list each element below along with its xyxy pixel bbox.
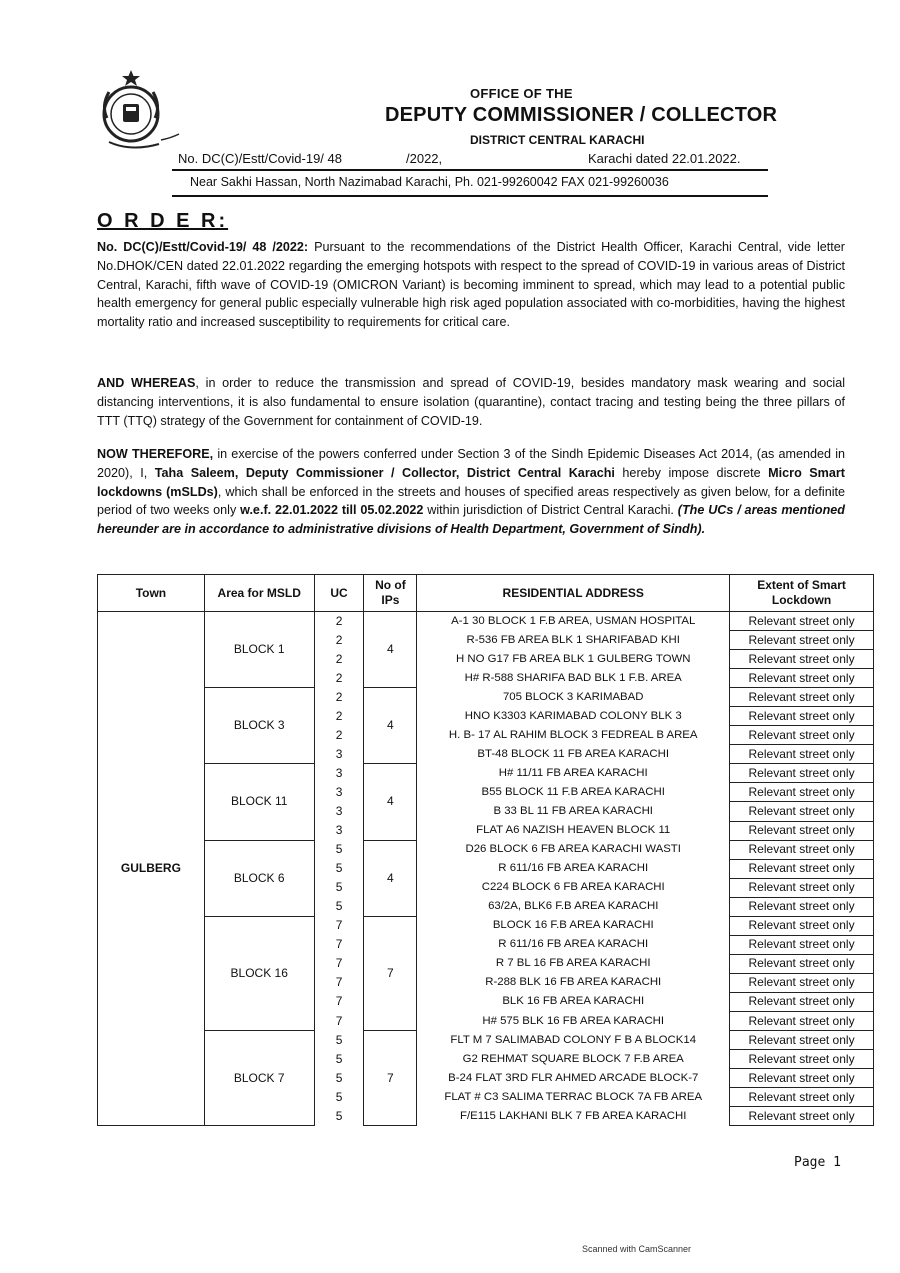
lockdown-table xyxy=(97,574,874,1126)
area-cell: BLOCK 6 xyxy=(204,840,314,916)
lockdown-period: w.e.f. 22.01.2022 till 05.02.2022 xyxy=(240,503,424,518)
extent-cell: Relevant street only xyxy=(730,764,874,783)
order-paragraph-3 xyxy=(97,445,845,539)
table-row xyxy=(98,612,874,631)
uc-cell: 5 xyxy=(314,1088,364,1107)
extent-cell: Relevant street only xyxy=(730,726,874,745)
address-cell: R-288 BLK 16 FB AREA KARACHI xyxy=(417,973,730,992)
extent-cell: Relevant street only xyxy=(730,897,874,916)
order-paragraph-1 xyxy=(97,238,845,332)
now-therefore-lead: NOW THEREFORE, xyxy=(97,447,214,461)
address-cell: D26 BLOCK 6 FB AREA KARACHI WASTI xyxy=(417,840,730,859)
extent-cell: Relevant street only xyxy=(730,878,874,897)
uc-cell: 5 xyxy=(314,1031,364,1050)
extent-cell: Relevant street only xyxy=(730,650,874,669)
district-label: DISTRICT CENTRAL KARACHI xyxy=(470,133,645,147)
office-of-label: OFFICE OF THE xyxy=(470,86,573,101)
paragraph-3-text-d: within jurisdiction of District Central Karachi. xyxy=(423,503,678,518)
paragraph-3-text-a: in exercise of the powers conferred under Section 3 of the Sindh Epidemic Diseases Act 2014, (as amended in 2020), I, xyxy=(97,447,845,480)
order-title: O R D E R: xyxy=(97,210,229,232)
uc-cell: 2 xyxy=(314,669,364,688)
extent-cell: Relevant street only xyxy=(730,745,874,764)
address-cell: G2 REHMAT SQUARE BLOCK 7 F.B AREA xyxy=(417,1050,730,1069)
ips-cell: 4 xyxy=(364,612,417,688)
extent-cell: Relevant street only xyxy=(730,1011,874,1030)
office-title: DEPUTY COMMISSIONER / COLLECTOR xyxy=(385,104,778,126)
address-cell: R-536 FB AREA BLK 1 SHARIFABAD KHI xyxy=(417,631,730,650)
extent-cell: Relevant street only xyxy=(730,840,874,859)
address-cell: A-1 30 BLOCK 1 F.B AREA, USMAN HOSPITAL xyxy=(417,612,730,631)
address-cell: F/E115 LAKHANI BLK 7 FB AREA KARACHI xyxy=(417,1107,730,1126)
address-cell: H. B- 17 AL RAHIM BLOCK 3 FEDREAL B AREA xyxy=(417,726,730,745)
extent-cell: Relevant street only xyxy=(730,802,874,821)
address-cell: FLAT # C3 SALIMA TERRAC BLOCK 7A FB AREA xyxy=(417,1088,730,1107)
extent-cell: Relevant street only xyxy=(730,688,874,707)
msld-term: Micro Smart lockdowns (mSLDs) xyxy=(97,465,845,499)
address-cell: FLT M 7 SALIMABAD COLONY F B A BLOCK14 xyxy=(417,1031,730,1050)
address-cell: B 33 BL 11 FB AREA KARACHI xyxy=(417,802,730,821)
table-row xyxy=(98,688,874,707)
uc-cell: 7 xyxy=(314,1011,364,1030)
uc-cell: 7 xyxy=(314,935,364,954)
extent-cell: Relevant street only xyxy=(730,821,874,840)
uc-cell: 5 xyxy=(314,859,364,878)
table-row xyxy=(98,840,874,859)
table-row xyxy=(98,764,874,783)
paragraph-2-text: , in order to reduce the transmission and spread of COVID-19, besides mandatory mask wearing and social distancing interventions, it is also fundamental to ensure isolation (quarantine), contact tracing and testing being the three pillars of TTT (TTQ) strategy of the Government for containment of COVID-19. xyxy=(97,376,846,428)
extent-cell: Relevant street only xyxy=(730,973,874,992)
uc-cell: 5 xyxy=(314,1050,364,1069)
paragraph-1-text: Pursuant to the recommendations of the District Health Officer, Karachi Central, vide letter No.DHOK/CEN dated 22.01.2022 regarding the emerging hotspots with respect to the spread of COVID-19 in various areas of District Central, Karachi, fifth wave of COVID-19 (OMICRON Variant) is becoming imminent to spread, which may lead to a potential public health emergency for general public especially vulnerable high risk aged population associated with co-morbidities, having the highest mortality ratio and increased susceptibility to requirements for critical care. xyxy=(97,240,846,330)
address-cell: R 611/16 FB AREA KARACHI xyxy=(417,935,730,954)
page-number: Page 1 xyxy=(794,1155,841,1170)
uc-cell: 2 xyxy=(314,631,364,650)
area-cell: BLOCK 7 xyxy=(204,1031,314,1126)
extent-cell: Relevant street only xyxy=(730,916,874,935)
extent-cell: Relevant street only xyxy=(730,612,874,631)
uc-cell: 3 xyxy=(314,783,364,802)
uc-cell: 5 xyxy=(314,840,364,859)
uc-cell: 7 xyxy=(314,954,364,973)
ips-cell: 7 xyxy=(364,1031,417,1126)
address-cell: H# R-588 SHARIFA BAD BLK 1 F.B. AREA xyxy=(417,669,730,688)
ips-cell: 4 xyxy=(364,688,417,764)
town-cell: GULBERG xyxy=(98,612,205,1126)
table-row xyxy=(98,916,874,935)
extent-cell: Relevant street only xyxy=(730,935,874,954)
address-cell: BLOCK 16 F.B AREA KARACHI xyxy=(417,916,730,935)
address-cell: FLAT A6 NAZISH HEAVEN BLOCK 11 xyxy=(417,821,730,840)
extent-cell: Relevant street only xyxy=(730,707,874,726)
uc-cell: 2 xyxy=(314,650,364,669)
extent-cell: Relevant street only xyxy=(730,1031,874,1050)
uc-cell: 7 xyxy=(314,916,364,935)
extent-cell: Relevant street only xyxy=(730,1069,874,1088)
address-cell: BLK 16 FB AREA KARACHI xyxy=(417,992,730,1011)
header-area: Area for MSLD xyxy=(204,575,314,612)
uc-cell: 5 xyxy=(314,1107,364,1126)
uc-cell: 2 xyxy=(314,612,364,631)
uc-cell: 2 xyxy=(314,707,364,726)
header-uc: UC xyxy=(314,575,364,612)
extent-cell: Relevant street only xyxy=(730,954,874,973)
uc-cell: 5 xyxy=(314,1069,364,1088)
header-extent: Extent of Smart Lockdown xyxy=(730,575,874,612)
uc-cell: 2 xyxy=(314,726,364,745)
header-divider-top xyxy=(172,169,768,171)
address-cell: H# 11/11 FB AREA KARACHI xyxy=(417,764,730,783)
extent-cell: Relevant street only xyxy=(730,859,874,878)
uc-cell: 2 xyxy=(314,688,364,707)
area-cell: BLOCK 11 xyxy=(204,764,314,840)
ips-cell: 4 xyxy=(364,840,417,916)
uc-cell: 5 xyxy=(314,878,364,897)
header-town: Town xyxy=(98,575,205,612)
extent-cell: Relevant street only xyxy=(730,1088,874,1107)
table-row xyxy=(98,1031,874,1050)
uc-cell: 7 xyxy=(314,973,364,992)
reference-year: /2022, xyxy=(406,151,443,166)
paragraph-3-text-b: hereby impose discrete xyxy=(614,465,769,480)
extent-cell: Relevant street only xyxy=(730,631,874,650)
table-header-row xyxy=(98,575,874,612)
uc-cell: 3 xyxy=(314,802,364,821)
uc-cell: 5 xyxy=(314,897,364,916)
authority-name: Taha Saleem, Deputy Commissioner / Collector, District Central Karachi xyxy=(154,465,615,480)
area-cell: BLOCK 16 xyxy=(204,916,314,1030)
uc-cell: 3 xyxy=(314,764,364,783)
address-cell: R 611/16 FB AREA KARACHI xyxy=(417,859,730,878)
dated-text: Karachi dated 22.01.2022. xyxy=(588,151,741,166)
and-whereas-lead: AND WHEREAS xyxy=(97,376,196,390)
header-divider-bottom xyxy=(172,195,768,197)
order-paragraph-2 xyxy=(97,374,845,430)
uc-cell: 3 xyxy=(314,745,364,764)
ips-cell: 4 xyxy=(364,764,417,840)
address-cell: 63/2A, BLK6 F.B AREA KARACHI xyxy=(417,897,730,916)
scanned-with-label: Scanned with CamScanner xyxy=(582,1244,692,1254)
address-cell: B-24 FLAT 3RD FLR AHMED ARCADE BLOCK-7 xyxy=(417,1069,730,1088)
extent-cell: Relevant street only xyxy=(730,669,874,688)
area-cell: BLOCK 3 xyxy=(204,688,314,764)
uc-cell: 7 xyxy=(314,992,364,1011)
address-cell: B55 BLOCK 11 F.B AREA KARACHI xyxy=(417,783,730,802)
extent-cell: Relevant street only xyxy=(730,783,874,802)
ips-cell: 7 xyxy=(364,916,417,1030)
address-cell: HNO K3303 KARIMABAD COLONY BLK 3 xyxy=(417,707,730,726)
header-address: RESIDENTIAL ADDRESS xyxy=(417,575,730,612)
address-cell: BT-48 BLOCK 11 FB AREA KARACHI xyxy=(417,745,730,764)
extent-cell: Relevant street only xyxy=(730,1107,874,1126)
table-body xyxy=(98,612,874,1126)
address-cell: C224 BLOCK 6 FB AREA KARACHI xyxy=(417,878,730,897)
reference-number: No. DC(C)/Estt/Covid-19/ 48 xyxy=(178,151,342,166)
address-cell: H NO G17 FB AREA BLK 1 GULBERG TOWN xyxy=(417,650,730,669)
uc-cell: 3 xyxy=(314,821,364,840)
area-cell: BLOCK 1 xyxy=(204,612,314,688)
office-address: Near Sakhi Hassan, North Nazimabad Karachi, Ph. 021-99260042 FAX 021-99260036 xyxy=(190,175,669,189)
address-cell: R 7 BL 16 FB AREA KARACHI xyxy=(417,954,730,973)
address-cell: 705 BLOCK 3 KARIMABAD xyxy=(417,688,730,707)
government-seal-logo xyxy=(95,68,183,150)
paragraph-3-note: (The UCs / areas mentioned hereunder are in accordance to administrative divisions of Health Department, Government of Sindh). xyxy=(97,503,845,537)
extent-cell: Relevant street only xyxy=(730,1050,874,1069)
header-ips: No of IPs xyxy=(364,575,417,612)
paragraph-3-text-c: , which shall be enforced in the streets and houses of specified areas respectively as given below, for a definite period of two weeks only xyxy=(97,484,846,518)
order-reference: No. DC(C)/Estt/Covid-19/ 48 /2022: xyxy=(97,240,309,254)
extent-cell: Relevant street only xyxy=(730,992,874,1011)
address-cell: H# 575 BLK 16 FB AREA KARACHI xyxy=(417,1011,730,1030)
